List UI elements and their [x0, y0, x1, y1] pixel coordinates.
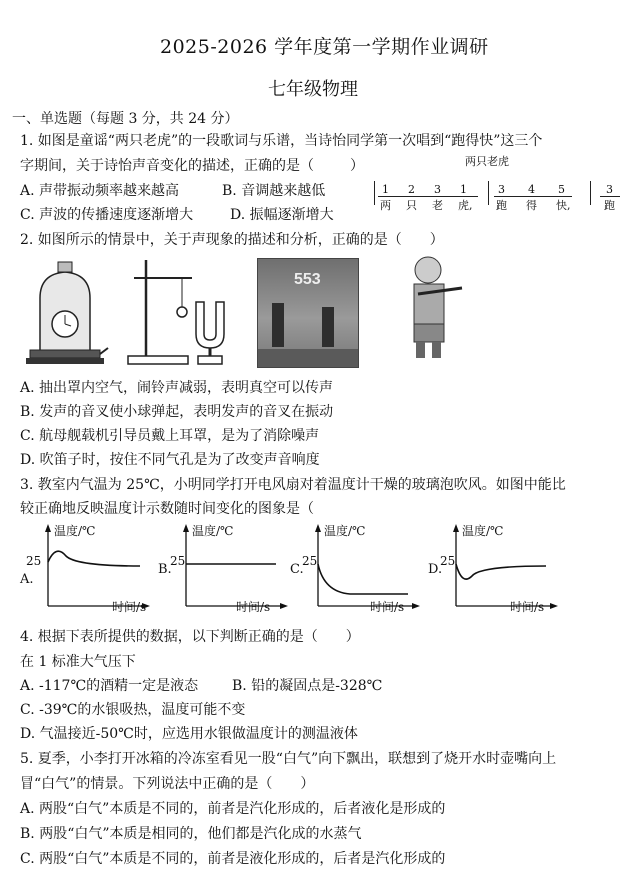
- q5-option-c[interactable]: C. 两股“白气”本质是不同的，前者是液化形成的，后者是汽化形成的: [20, 851, 446, 867]
- note: 3: [606, 183, 613, 196]
- crew-figure: [322, 307, 334, 347]
- q4-option-d[interactable]: D. 气温接近-50℃时，应选用水银做温度计的测温液体: [20, 726, 358, 742]
- music-caption: 两只老虎: [465, 155, 509, 168]
- lyric: 只: [406, 199, 417, 212]
- bar-line: [488, 181, 489, 205]
- x-axis-label: 时间/s: [370, 600, 405, 614]
- bar-line: [590, 181, 591, 205]
- lyric: 老: [432, 199, 443, 212]
- q2-stem: 2. 如图所示的情景中，关于声现象的描述和分析，正确的是（ ）: [20, 232, 444, 248]
- q5-stem-line2: 冒“白气”的情景。下列说法中正确的是（ ）: [20, 776, 315, 792]
- q1-option-b[interactable]: B. 音调越来越低: [222, 183, 326, 199]
- q2-option-d[interactable]: D. 吹笛子时，按住不同气孔是为了改变声音响度: [20, 452, 320, 468]
- q4-stem: 4. 根据下表所提供的数据，以下判断正确的是（ ）: [20, 629, 360, 645]
- lyric: 快,: [556, 199, 571, 212]
- subject-title: 七年级物理: [268, 79, 358, 100]
- q2-option-b[interactable]: B. 发声的音叉使小球弹起，表明发声的音叉在振动: [20, 404, 334, 420]
- q1-option-c[interactable]: C. 声波的传播速度逐渐增大: [20, 207, 194, 223]
- y-tick: 25: [26, 554, 42, 568]
- x-axis-label: 时间/s: [112, 600, 147, 614]
- q2-option-a[interactable]: A. 抽出罩内空气，闹铃声减弱，表明真空可以传声: [20, 380, 334, 396]
- bar-line: [374, 181, 375, 205]
- q1-option-d[interactable]: D. 振幅逐渐增大: [230, 207, 334, 223]
- q1-stem-line2: 字期间，关于诗怡声音变化的描述，正确的是（ ）: [20, 158, 364, 174]
- q4-option-b[interactable]: B. 铅的凝固点是-328℃: [232, 678, 383, 694]
- bell-jar-image: [20, 258, 110, 368]
- graph-c[interactable]: [290, 522, 420, 614]
- option-label: A.: [20, 572, 34, 587]
- q4-option-a[interactable]: A. -117℃的酒精一定是液态: [20, 678, 199, 694]
- page-title: 2025-2026 学年度第一学期作业调研: [160, 36, 489, 58]
- note: 5: [558, 183, 565, 196]
- q2-option-c[interactable]: C. 航母舰载机引导员戴上耳罩，是为了消除噪声: [20, 428, 320, 444]
- note: 1: [460, 183, 467, 196]
- lyric: 跑: [496, 199, 507, 212]
- y-axis-label: 温度/℃: [192, 524, 234, 538]
- carrier-photo: [257, 258, 359, 368]
- q4-option-c[interactable]: C. -39℃的水银吸热，温度可能不变: [20, 702, 246, 718]
- hull-number: 553: [294, 271, 321, 288]
- q3-stem-line2: 较正确地反映温度计示数随时间变化的图象是（: [20, 501, 314, 517]
- note: 4: [528, 183, 535, 196]
- y-tick: 25: [440, 554, 456, 568]
- q4-condition: 在 1 标准大气压下: [20, 654, 136, 670]
- q5-stem-line1: 5. 夏季，小李打开冰箱的冷冻室看见一股“白气”向下飘出，联想到了烧开水时壶嘴向上: [20, 751, 557, 767]
- graph-a[interactable]: [20, 522, 150, 614]
- tuning-fork-image: [124, 256, 234, 368]
- note: 2: [408, 183, 415, 196]
- section-heading: 一、单选题（每题 3 分，共 24 分）: [12, 111, 239, 127]
- y-tick: 25: [170, 554, 186, 568]
- option-label: D.: [428, 562, 443, 577]
- lyric: 虎,: [458, 199, 473, 212]
- lyric: 得: [526, 199, 537, 212]
- x-axis-label: 时间/s: [236, 600, 271, 614]
- note: 1: [382, 183, 389, 196]
- y-axis-label: 温度/℃: [324, 524, 366, 538]
- note: 3: [498, 183, 505, 196]
- y-tick: 25: [302, 554, 318, 568]
- option-label: B.: [158, 562, 172, 577]
- deck: [258, 349, 358, 367]
- q1-stem-line1: 1. 如图是童谣“两只老虎”的一段歌词与乐谱，当诗怡同学第一次唱到“跑得快”这三个: [20, 133, 543, 149]
- option-label: C.: [290, 562, 304, 577]
- q1-option-a[interactable]: A. 声带振动频率越来越高: [20, 183, 180, 199]
- note: 3: [434, 183, 441, 196]
- flute-player-image: [398, 252, 468, 364]
- y-axis-label: 温度/℃: [462, 524, 504, 538]
- music-score: [370, 153, 628, 213]
- x-axis-label: 时间/s: [510, 600, 545, 614]
- lyric: 两: [380, 199, 391, 212]
- q5-option-a[interactable]: A. 两股“白气”本质是不同的，前者是汽化形成的，后者液化是形成的: [20, 801, 446, 817]
- graph-d[interactable]: [428, 522, 558, 614]
- crew-figure: [272, 303, 284, 347]
- y-axis-label: 温度/℃: [54, 524, 96, 538]
- lyric: 跑: [604, 199, 615, 212]
- q5-option-b[interactable]: B. 两股“白气”本质是相同的，他们都是汽化成的水蒸气: [20, 826, 362, 842]
- q3-stem-line1: 3. 教室内气温为 25℃，小明同学打开电风扇对着温度计干燥的玻璃泡吹风。如图中能比: [20, 477, 566, 493]
- graph-b[interactable]: [158, 522, 288, 614]
